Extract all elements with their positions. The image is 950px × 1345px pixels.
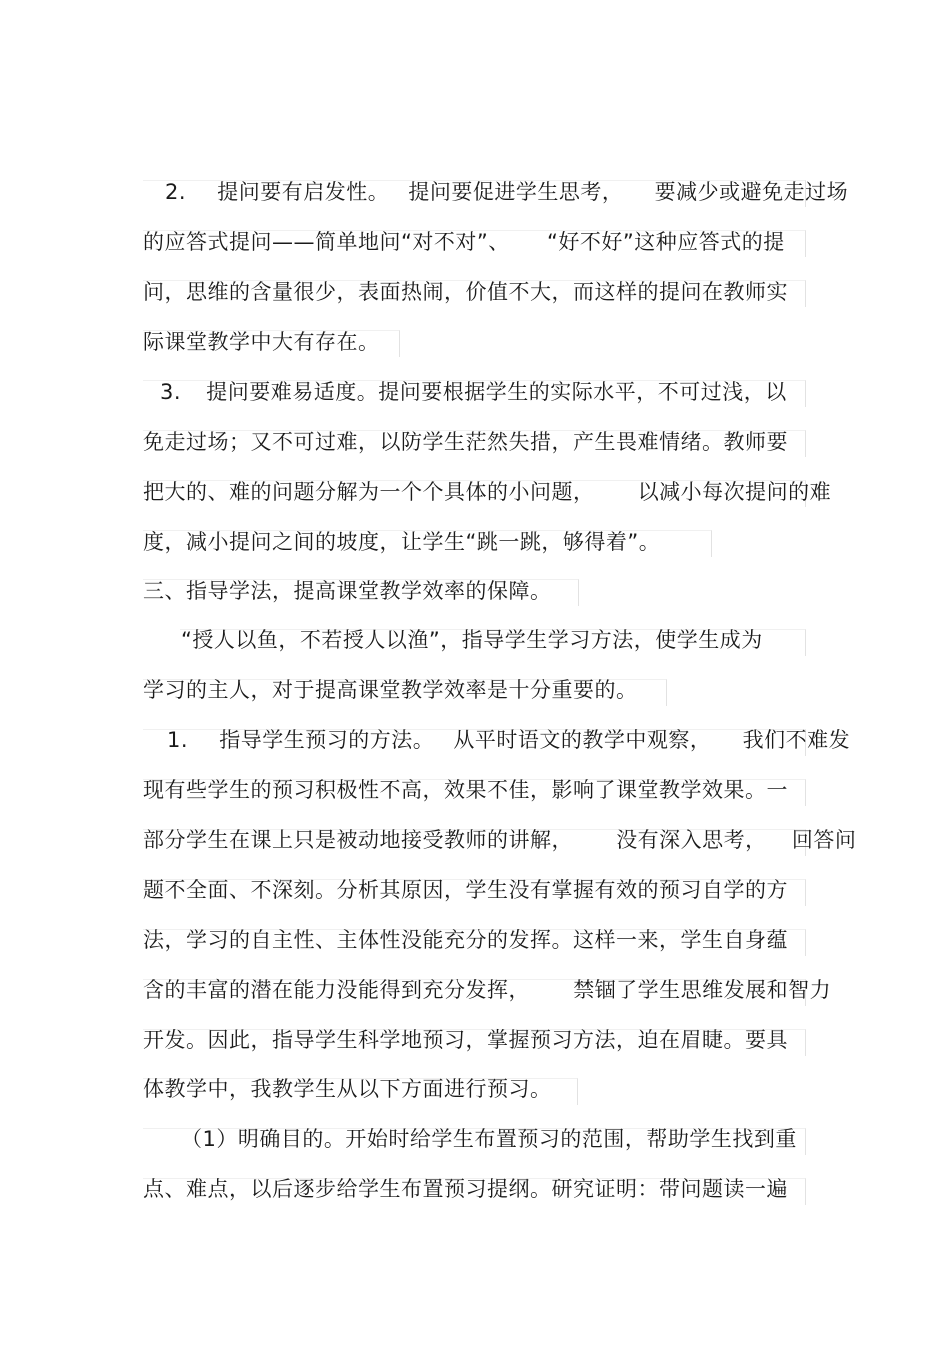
text-line — [143, 1114, 797, 1164]
list-number: 3. — [160, 380, 182, 404]
text-segment: 体教学中，我教学生从以下方面进行预习。 — [143, 1077, 552, 1101]
text-segment: 免走过场；又不可过难，以防学生茫然失措，产生畏难情绪。教师要 — [143, 430, 788, 454]
text-segment: 指导学生预习的方法。 — [219, 728, 435, 752]
text-line — [143, 267, 788, 317]
text-segment: 回答问 — [791, 828, 857, 852]
text-line — [143, 1015, 788, 1065]
text-segment: 部分学生在课上只是被动地接受教师的讲解， — [143, 828, 573, 852]
text-segment: 以减小每次提问的难 — [637, 480, 832, 504]
text-segment: 度，减小提问之间的坡度，让学生“跳一跳，够得着”。 — [143, 530, 661, 554]
text-line — [143, 1064, 552, 1114]
text-segment: 要减少或避免走过场 — [654, 180, 849, 204]
text-line — [143, 965, 831, 1015]
text-segment: 法，学习的自主性、主体性没能充分的发挥。这样一来，学生自身蕴 — [143, 928, 788, 952]
text-line — [143, 715, 850, 765]
text-segment: 现有些学生的预习积极性不高，效果不佳，影响了课堂教学效果。一 — [143, 778, 788, 802]
text-segment: 把大的、难的问题分解为一个个具体的小问题， — [143, 480, 595, 504]
text-segment: 禁锢了学生思维发展和智力 — [573, 978, 832, 1002]
text-line — [143, 665, 638, 715]
list-number: 2. — [165, 180, 187, 204]
text-segment: 问，思维的含量很少，表面热闹，价值不大，而这样的提问在教师实 — [143, 280, 788, 304]
text-segment: 提问要难易适度。提问要根据学生的实际水平，不可过浅，以 — [206, 380, 787, 404]
text-segment: 开发。因此，指导学生科学地预习，掌握预习方法，迫在眉睫。要具 — [143, 1028, 788, 1052]
text-segment: “授人以鱼，不若授人以渔”，指导学生学习方法，使学生成为 — [181, 628, 763, 652]
text-segment: 的应答式提问——简单地问“对不对”、 — [143, 230, 510, 254]
text-segment: 我们不难发 — [742, 728, 851, 752]
text-segment: 学习的主人，对于提高课堂教学效率是十分重要的。 — [143, 678, 638, 702]
text-line — [143, 367, 787, 417]
text-line — [143, 765, 788, 815]
text-segment: 点、难点，以后逐步给学生布置预习提纲。研究证明：带问题读一遍 — [143, 1177, 788, 1201]
text-segment: 题不全面、不深刻。分析其原因，学生没有掌握有效的预习自学的方 — [143, 878, 788, 902]
text-line — [143, 615, 763, 665]
text-segment: “好不好”这种应答式的提 — [546, 230, 785, 254]
text-line — [143, 865, 788, 915]
text-line — [143, 317, 380, 367]
text-line — [143, 815, 856, 865]
text-segment: 含的丰富的潜在能力没能得到充分发挥， — [143, 978, 530, 1002]
text-line — [143, 517, 660, 567]
text-line — [143, 915, 788, 965]
section-heading — [143, 566, 552, 616]
list-number: 1. — [167, 728, 189, 752]
text-line — [143, 467, 831, 517]
text-segment: 提问要有启发性。 — [217, 180, 390, 204]
text-segment: 没有深入思考， — [616, 828, 767, 852]
text-segment: （1）明确目的。开始时给学生布置预习的范围，帮助学生找到重 — [181, 1127, 797, 1151]
text-line — [143, 217, 785, 267]
text-segment: 从平时语文的教学中观察， — [453, 728, 712, 752]
text-line — [143, 417, 788, 467]
text-line — [143, 167, 848, 217]
heading-text: 三、指导学法，提高课堂教学效率的保障。 — [143, 579, 552, 603]
text-segment: 提问要促进学生思考， — [408, 180, 624, 204]
text-line — [143, 1164, 788, 1214]
text-segment: 际课堂教学中大有存在。 — [143, 330, 380, 354]
